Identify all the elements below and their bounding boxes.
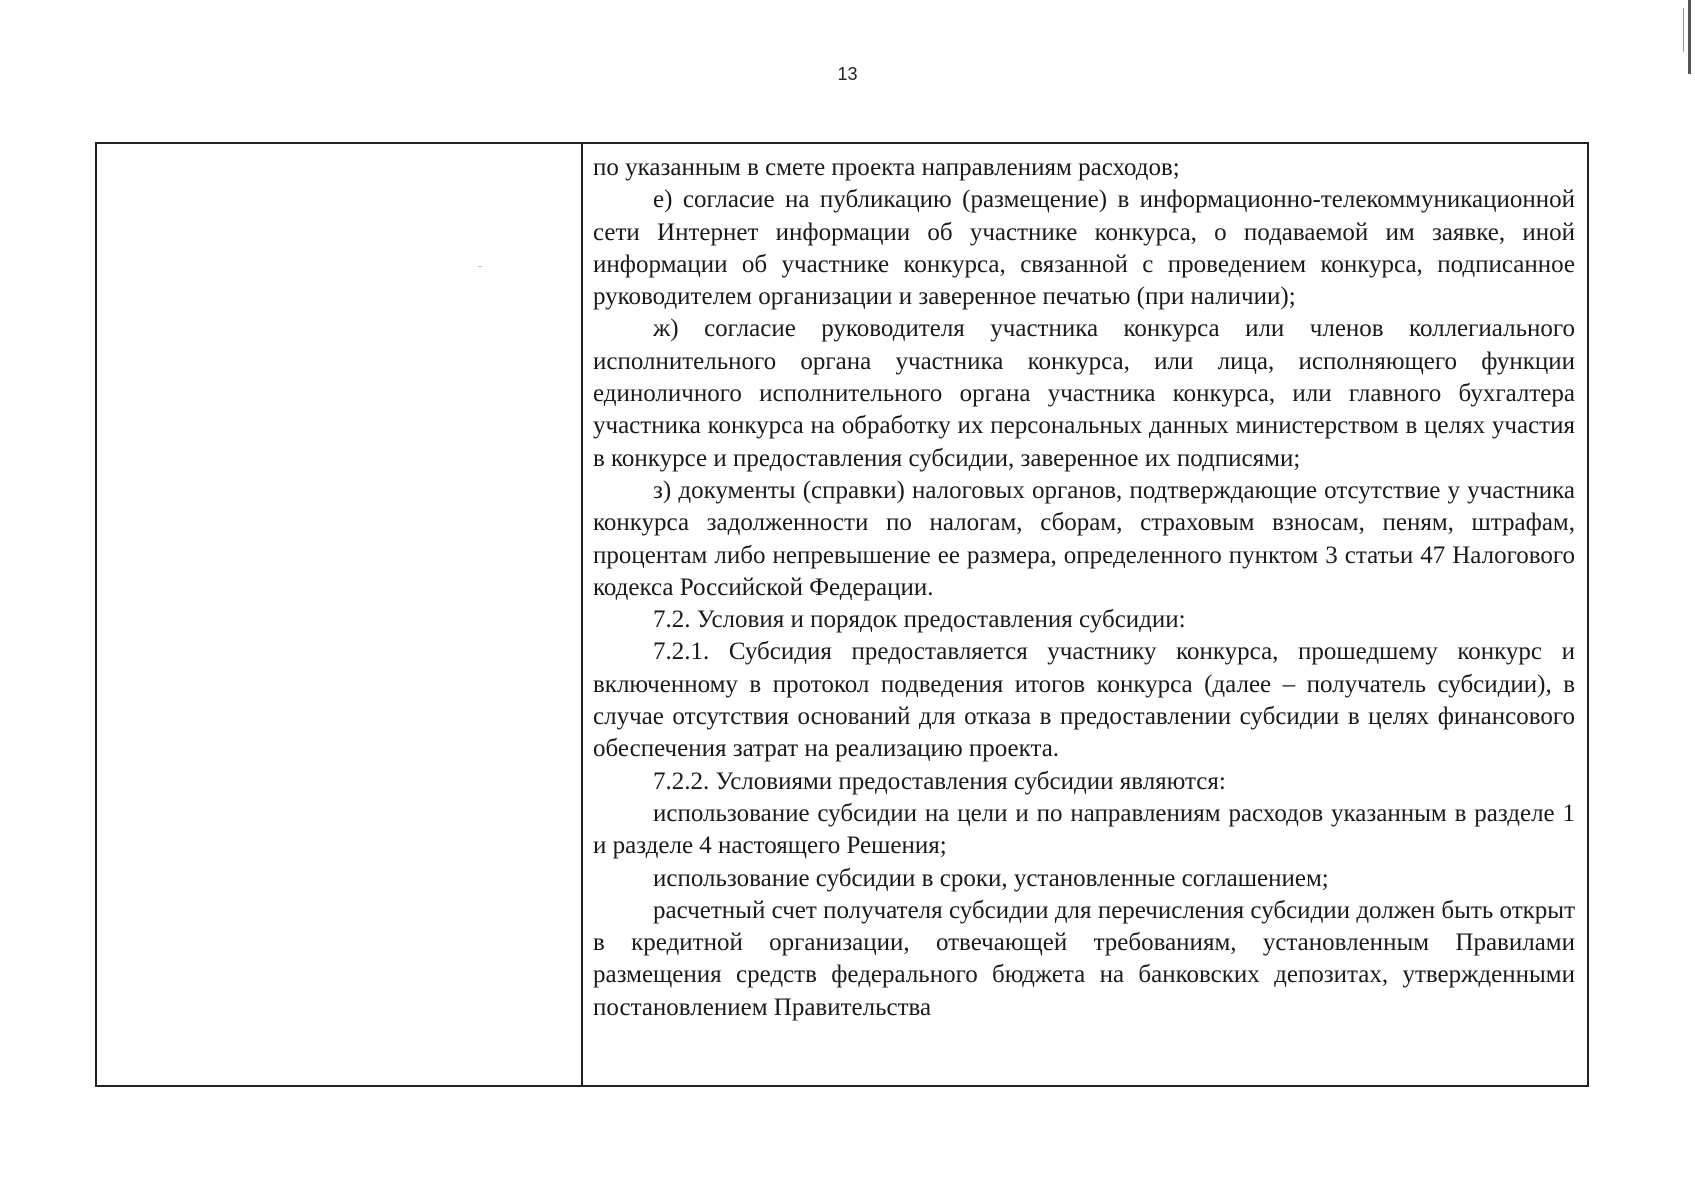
paragraph-item-e: е) согласие на публикацию (размещение) в информационно-телекоммуникационной сети Интернет информации об участнике конкурса, о подаваемой им заявке, иной информации об участнике конкурса, связанной с проведением конкурса, подписанное руководителем организации и заверенное печатью (при наличии);: [593, 186, 1575, 311]
paragraph-7-2-1: 7.2.1. Субсидия предоставляется участнику конкурса, прошедшему конкурс и включенному в протокол подведения итогов конкурса (далее – получатель субсидии), в случае отсутствия оснований для отказа в предоставлении субсидии в целях финансового обеспечения затрат на реализацию проекта.: [593, 638, 1575, 763]
table-left-cell: [97, 144, 583, 1085]
scan-edge-mark-secondary: [1683, 8, 1684, 52]
scan-edge-mark: [1688, 0, 1691, 74]
table-right-cell: [583, 144, 1587, 1085]
section-heading-7-2: 7.2. Условия и порядок предоставления субсидии:: [653, 606, 1186, 634]
document-table: [95, 142, 1589, 1087]
paragraph-item-zh: ж) согласие руководителя участника конкурса или членов коллегиального исполнительного органа участника конкурса, или лица, исполняющего функции единоличного исполнительного органа участника конкурса, или главного бухгалтера участника конкурса на обработку их персональных данных министерством в целях участия в конкурсе и предоставления субсидии, заверенное их подписями;: [593, 315, 1575, 472]
condition-purpose: использование субсидии на цели и по направлениям расходов указанным в разделе 1 и разделе 4 настоящего Решения;: [593, 799, 1575, 860]
page-number: 13: [837, 64, 858, 84]
scan-speck: [478, 266, 482, 267]
condition-account: расчетный счет получателя субсидии для перечисления субсидии должен быть открыт в кредитной организации, отвечающей требованиям, установленным Правилами размещения средств федерального бюджета на банковских депозитах, утвержденными постановлением Правительства: [593, 896, 1575, 1021]
paragraph-item-z: з) документы (справки) налоговых органов, подтверждающие отсутствие у участника конкурса задолженности по налогам, сборам, страховым взносам, пеням, штрафам, процентам либо непревышение ее размера, определенного пунктом 3 статьи 47 Налогового кодекса Российской Федерации.: [593, 476, 1575, 601]
paragraph-continuation: по указанным в смете проекта направлениям расходов;: [593, 154, 1180, 181]
paragraph-7-2-2: 7.2.2. Условиями предоставления субсидии являются:: [653, 767, 1226, 795]
condition-deadline: использование субсидии в сроки, установленные соглашением;: [653, 864, 1329, 892]
